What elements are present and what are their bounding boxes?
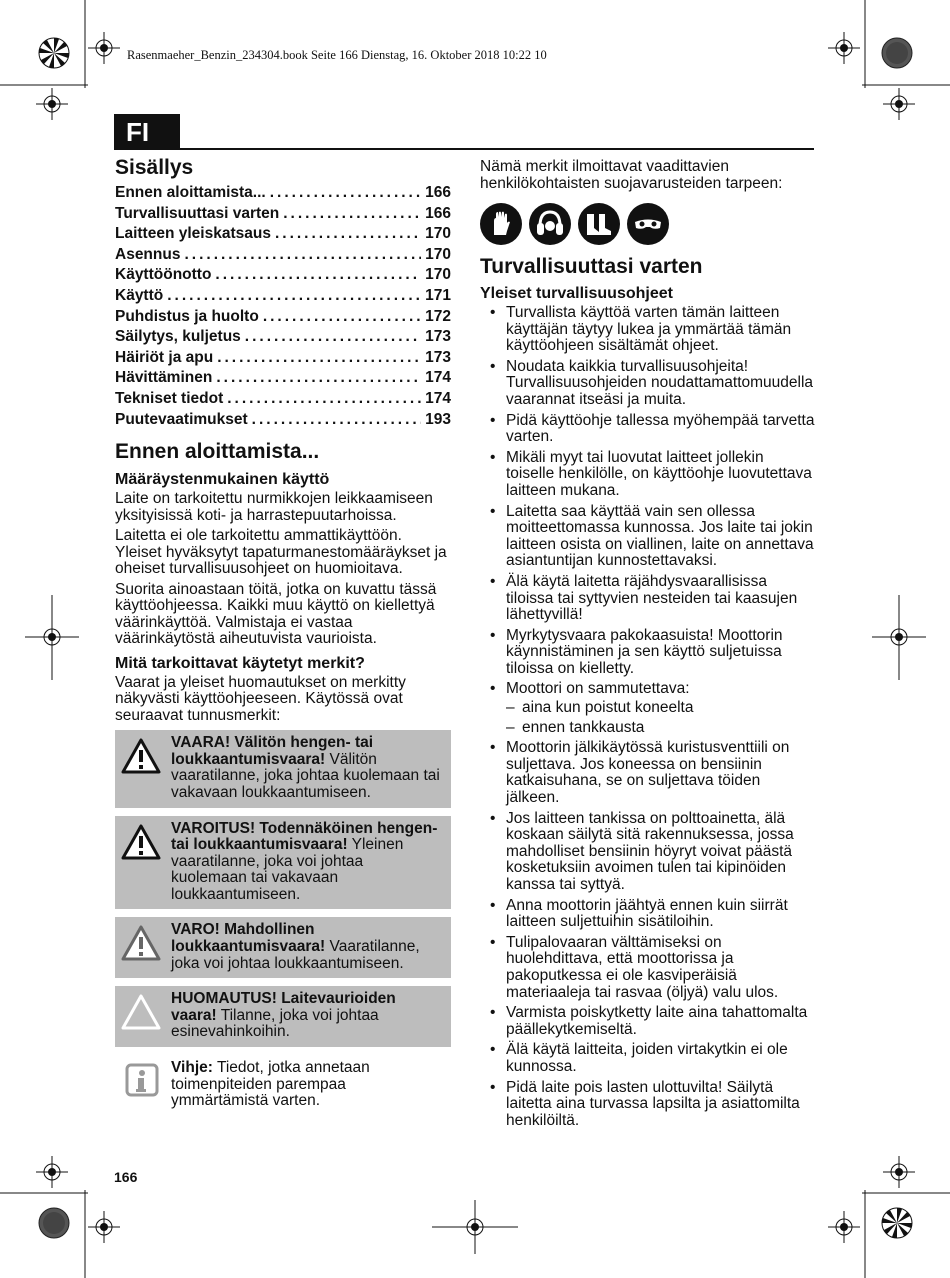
paragraph: Suorita ainoastaan töitä, jotka on kuvattu tässä käyttöohjeessa. Kaikki muu käyttö on kiellettyä väärinkäyttöä. Valmistaja ei vastaa väärinkäytöstä aiheutuvista vaurioista. xyxy=(115,580,437,648)
toc-entry[interactable]: Laitteen yleiskatsaus ..... 170 xyxy=(115,224,451,245)
engine-stop-text: Moottori on sammutettava: xyxy=(506,680,690,698)
notice-danger xyxy=(115,730,451,807)
notice-text: Tilanne, joka voi johtaa esinevahinkoihin. xyxy=(171,1006,379,1041)
list-item: • Tulipalovaaran välttämiseksi on huolehdittava, että moottorissa ja pakoputkessa ei ole kasviperäisiä materiaaleja tai rasvaa (öljyä) valu ulos. xyxy=(488,935,816,1001)
engine-stop-list xyxy=(506,700,816,736)
subsection-symbols: Mitä tarkoittavat käytetyt merkit? xyxy=(115,654,365,672)
info-icon xyxy=(121,1063,161,1099)
toc-entry[interactable]: Käyttö ..... 171 xyxy=(115,286,451,307)
notice-text: Vaaratilanne, joka voi johtaa loukkaantumiseen. xyxy=(171,938,420,972)
safety-goggles-icon xyxy=(627,203,669,245)
paragraph: Vaarat ja yleiset huomautukset on merkitty näkyvästi käyttöohjeeseen. Käytössä ovat seuraavat tunnusmerkit: xyxy=(115,673,406,724)
dash-item: – ennen tankkausta xyxy=(506,720,816,737)
paragraph: Laite on tarkoitettu nurmikkojen leikkaamiseen yksityisissä koti- ja harrastepuutarhoissa. xyxy=(115,490,433,524)
list-item: • Moottorin jälkikäytössä kuristusventtiili on suljettava. Jos koneessa on bensiinin katkaisuhana, se on suljettava töiden jälkeen. xyxy=(488,740,816,806)
toc-entry[interactable]: Hävittäminen ..... 174 xyxy=(115,368,451,389)
list-item: • Älä käytä laitetta räjähdysvaarallisissa tiloissa tai syttyvien nesteiden tai kaasujen lähettyvillä! xyxy=(488,574,816,624)
notice-text: Tiedot, jotka annetaan toimenpiteiden parempaa ymmärtämistä varten. xyxy=(171,1059,370,1110)
notice-heading: VAARA! Välitön hengen- tai loukkaantumisvaara! xyxy=(171,734,374,768)
list-item: • Turvallista käyttöä varten tämän laitteen käyttäjän täytyy lukea ja ymmärtää tämän käyttöohjeen sisältämät ohjeet. xyxy=(488,305,816,355)
warning-triangle-icon xyxy=(121,824,161,860)
notice-heading: VARO! Mahdollinen loukkaantumisvaara! xyxy=(171,921,326,956)
dash-item: – aina kun poistut koneelta xyxy=(506,700,816,717)
toc-entry[interactable]: Säilytys, kuljetus ..... 173 xyxy=(115,327,451,348)
notice-attention xyxy=(115,986,451,1047)
header-rule xyxy=(114,148,814,150)
section-title-before: Ennen aloittamista... xyxy=(115,440,320,464)
print-file-header: Rasenmaeher_Benzin_234304.book Seite 166 Dienstag, 16. Oktober 2018 10:22 10 xyxy=(127,48,547,62)
toc-entry[interactable]: Ennen aloittamista... ..... 166 xyxy=(115,183,451,204)
language-tag: FI xyxy=(114,114,180,150)
ppe-intro: Nämä merkit ilmoittavat vaadittavien henkilökohtaisten suojavarusteiden tarpeen: xyxy=(480,158,783,192)
subsection-general-safety: Yleiset turvallisuusohjeet xyxy=(480,285,673,302)
paragraph: Laitetta ei ole tarkoitettu ammattikäyttöön. Yleiset hyväksytyt tapaturmanestomääräykset ja oheiset turvallisuusohjeet on huomioitava. xyxy=(115,527,447,578)
left-column xyxy=(115,156,451,1124)
gloves-icon xyxy=(480,203,522,245)
notice-caution xyxy=(115,917,451,978)
section-title-safety: Turvallisuuttasi varten xyxy=(480,255,703,278)
notice-triangle-icon xyxy=(121,994,161,1030)
notice-text: Yleinen vaaratilanne, joka voi johtaa kuolemaan tai vakavaan loukkaantumiseen. xyxy=(171,836,404,903)
ppe-icon-row xyxy=(480,203,816,245)
notice-heading: HUOMAUTUS! Laitevaurioiden vaara! xyxy=(171,990,396,1024)
page-number: 166 xyxy=(114,1169,138,1185)
safety-boots-icon xyxy=(578,203,620,245)
ear-protection-icon xyxy=(529,203,571,245)
toc-title: Sisällys xyxy=(115,156,194,179)
list-item: • Älä käytä laitteita, joiden virtakytkin ei ole kunnossa. xyxy=(488,1042,816,1075)
toc-entry[interactable]: Häiriöt ja apu ..... 173 xyxy=(115,348,451,369)
list-item xyxy=(488,681,816,736)
list-item: • Pidä käyttöohje tallessa myöhempää tarvetta varten. xyxy=(488,413,816,446)
right-column xyxy=(480,159,816,1133)
list-item: • Myrkytysvaara pakokaasuista! Moottorin käynnistäminen ja sen käyttö suljetuissa tiloissa on kielletty. xyxy=(488,628,816,678)
caution-triangle-icon xyxy=(121,925,161,961)
toc-entry[interactable]: Puhdistus ja huolto ..... 172 xyxy=(115,307,451,328)
list-item: • Anna moottorin jäähtyä ennen kuin siirrät laitteen suljettuihin sisätiloihin. xyxy=(488,898,816,931)
notice-heading: VAROITUS! Todennäköinen hengen- tai loukkaantumisvaara! xyxy=(171,819,438,854)
toc-entry[interactable]: Puutevaatimukset ..... 193 xyxy=(115,410,451,431)
list-item: • Jos laitteen tankissa on polttoainetta, älä koskaan säilytä sitä rakennuksessa, jossa mahdolliset bensiinin höyryt voivat päästä kosketuksiin avoimen tulen tai kipinöiden kanssa tai syttyä. xyxy=(488,811,816,894)
list-item: • Varmista poiskytketty laite aina tahattomalta päällekytkemiseltä. xyxy=(488,1005,816,1038)
toc-entry[interactable]: Asennus ..... 170 xyxy=(115,245,451,266)
subsection-intended-use: Määräystenmukainen käyttö xyxy=(115,471,330,489)
toc-entry[interactable]: Turvallisuuttasi varten ..... 166 xyxy=(115,204,451,225)
notice-heading: Vihje: xyxy=(171,1059,213,1077)
notice-warning xyxy=(115,816,451,910)
notice-tip xyxy=(115,1055,451,1116)
list-item: • Laitetta saa käyttää vain sen ollessa moitteettomassa kunnossa. Jos laite tai jokin laitteen osista on viallinen, laite on annettava asiantuntijan kunnostettavaksi. xyxy=(488,504,816,570)
danger-triangle-icon xyxy=(121,738,161,774)
list-item: • Pidä laite pois lasten ulottuvilta! Säilytä laitetta aina turvassa lapsilta ja asiattomilta henkilöiltä. xyxy=(488,1080,816,1130)
notice-text: Välitön vaaratilanne, joka johtaa kuolemaan tai vakavaan loukkaantumiseen. xyxy=(171,750,440,801)
safety-list xyxy=(480,305,816,1129)
toc-entry[interactable]: Tekniset tiedot ..... 174 xyxy=(115,389,451,410)
table-of-contents xyxy=(115,183,451,430)
toc-entry[interactable]: Käyttöönotto ..... 170 xyxy=(115,265,451,286)
list-item: • Mikäli myyt tai luovutat laitteet jollekin toiselle henkilölle, on käyttöohje luovutettava laitteen mukana. xyxy=(488,450,816,500)
list-item: • Noudata kaikkia turvallisuusohjeita! Turvallisuusohjeiden noudattamattomuudella vaarannat itseäsi ja muita. xyxy=(488,359,816,409)
